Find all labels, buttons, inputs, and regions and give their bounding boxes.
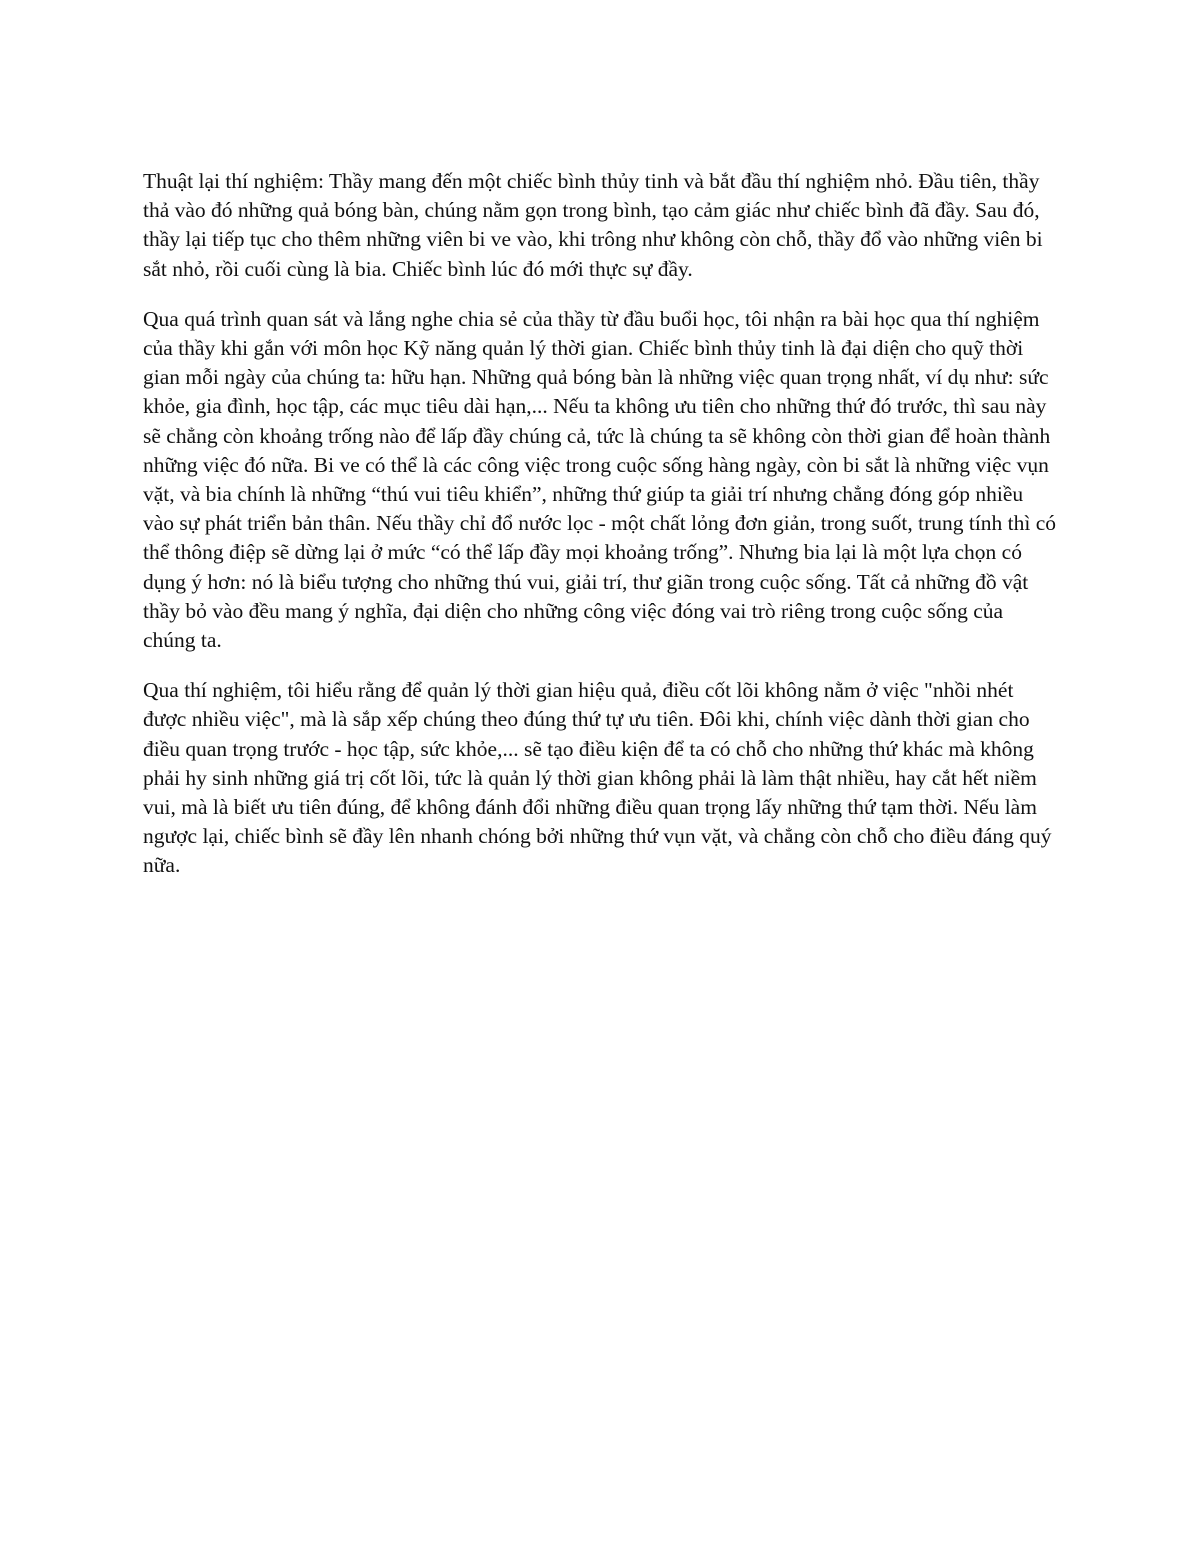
paragraph-experiment-recount: Thuật lại thí nghiệm: Thầy mang đến một chiếc bình thủy tinh và bắt đầu thí nghiệm nhỏ. Đầu tiên, thầy thả vào đó những quả bóng bàn, chúng nằm gọn trong bình, tạo cảm giác như chiếc bình đã đầy. Sau đó, thầy lại tiếp tục cho thêm những viên bi ve vào, khi trông như không còn chỗ, thầy đổ vào những viên bi sắt nhỏ, rồi cuối cùng là bia. Chiếc bình lúc đó mới thực sự đầy. [143, 169, 1043, 281]
document-page [143, 167, 1058, 902]
paragraph-lesson-analysis: Qua quá trình quan sát và lắng nghe chia sẻ của thầy từ đầu buổi học, tôi nhận ra bài học qua thí nghiệm của thầy khi gắn với môn học Kỹ năng quản lý thời gian. Chiếc bình thủy tinh là đại diện cho quỹ thời gian mỗi ngày của chúng ta: hữu hạn. Những quả bóng bàn là những việc quan trọng nhất, ví dụ như: sức khỏe, gia đình, học tập, các mục tiêu dài hạn,... Nếu ta không ưu tiên cho những thứ đó trước, thì sau này sẽ chẳng còn khoảng trống nào để lấp đầy chúng cả, tức là chúng ta sẽ không còn thời gian để hoàn thành những việc đó nữa. Bi ve có thể là các công việc trong cuộc sống hàng ngày, còn bi sắt là những việc vụn vặt, và bia chính là những “thú vui tiêu khiển”, những thứ giúp ta giải trí nhưng chẳng đóng góp nhiều vào sự phát triển bản thân. Nếu thầy chỉ đổ nước lọc - một chất lỏng đơn giản, trong suốt, trung tính thì có thể thông điệp sẽ dừng lại ở mức “có thể lấp đầy mọi khoảng trống”. Nhưng bia lại là một lựa chọn có dụng ý hơn: nó là biểu tượng cho những thú vui, giải trí, thư giãn trong cuộc sống. Tất cả những đồ vật thầy bỏ vào đều mang ý nghĩa, đại diện cho những công việc đóng vai trò riêng trong cuộc sống của chúng ta. [143, 306, 1057, 653]
paragraph-conclusion: Qua thí nghiệm, tôi hiểu rằng để quản lý thời gian hiệu quả, điều cốt lõi không nằm ở việc "nhồi nhét được nhiều việc", mà là sắp xếp chúng theo đúng thứ tự ưu tiên. Đôi khi, chính việc dành thời gian cho điều quan trọng trước - học tập, sức khỏe,... sẽ tạo điều kiện để ta có chỗ cho những thứ khác mà không phải hy sinh những giá trị cốt lõi, tức là quản lý thời gian không phải là làm thật nhiều, hay cắt hết niềm vui, mà là biết ưu tiên đúng, để không đánh đổi những điều quan trọng lấy những thứ tạm thời. Nếu làm ngược lại, chiếc bình sẽ đầy lên nhanh chóng bởi những thứ vụn vặt, và chẳng còn chỗ cho điều đáng quý nữa. [143, 678, 1052, 878]
